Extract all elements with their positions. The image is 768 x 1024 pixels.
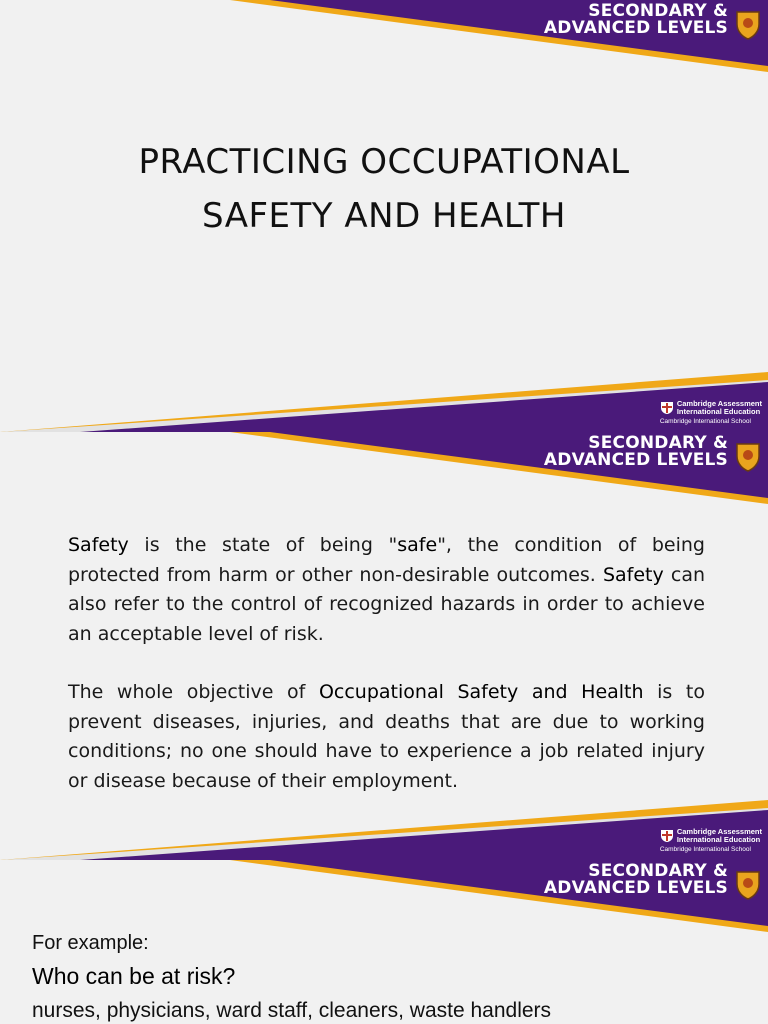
cambridge-logo xyxy=(660,828,762,854)
footer-banner xyxy=(0,800,768,860)
osh-objective-paragraph xyxy=(68,678,705,796)
header-banner-text xyxy=(544,863,728,897)
cambridge-school-name: Cambridge International School xyxy=(659,846,751,853)
risk-answer: nurses, physicians, ward staff, cleaners, waste handlers xyxy=(32,999,552,1022)
p2-text-1: The whole objective of xyxy=(68,681,319,703)
term-safety: Safety xyxy=(68,534,129,556)
school-crest-icon xyxy=(734,8,762,40)
cambridge-org-line1: Cambridge Assessment xyxy=(676,827,762,836)
slide-definition xyxy=(0,432,768,860)
example-label: For example: xyxy=(32,932,149,954)
cambridge-org-line2: International Education xyxy=(676,835,761,844)
banner-line1: SECONDARY & xyxy=(588,861,728,881)
title-line1: PRACTICING OCCUPATIONAL xyxy=(138,142,630,182)
banner-line2: ADVANCED LEVELS xyxy=(543,18,728,38)
banner-line2: ADVANCED LEVELS xyxy=(543,450,728,470)
banner-line2: ADVANCED LEVELS xyxy=(543,878,728,898)
cambridge-shield-icon xyxy=(660,401,674,415)
slide-title xyxy=(0,0,768,432)
term-osh: Occupational Safety and Health xyxy=(318,681,644,703)
p1-text-3: can also refer to the control of recognized hazards in order to achieve an acceptable level of risk. xyxy=(68,563,706,645)
slide-example xyxy=(0,860,768,1024)
cambridge-shield-icon xyxy=(660,829,674,843)
p2-text-2: is to prevent diseases, injuries, and deaths that are due to working conditions; no one should have to experience a job related injury or disease because of their employment. xyxy=(68,681,705,792)
header-banner-text xyxy=(544,435,728,469)
risk-question: Who can be at risk? xyxy=(32,963,236,989)
p1-text-1: is the state of being " xyxy=(128,534,398,556)
term-safety-2: Safety xyxy=(602,563,664,586)
school-crest-icon xyxy=(734,868,762,900)
slide-title-text xyxy=(0,135,768,243)
footer-banner xyxy=(0,372,768,432)
title-line2: SAFETY AND HEALTH xyxy=(202,196,566,236)
p1-text-2: ", the condition of being protected from harm or other non-desirable outcomes. xyxy=(68,534,705,586)
header-banner-text xyxy=(544,3,728,37)
cambridge-logo xyxy=(660,400,762,426)
school-crest-icon xyxy=(734,440,762,472)
banner-line1: SECONDARY & xyxy=(588,433,728,453)
cambridge-org-line1: Cambridge Assessment xyxy=(676,399,762,408)
banner-line1: SECONDARY & xyxy=(588,1,728,21)
cambridge-school-name: Cambridge International School xyxy=(659,418,751,425)
safety-definition-paragraph xyxy=(68,531,705,649)
term-safe: safe xyxy=(397,534,438,556)
cambridge-org-line2: International Education xyxy=(676,407,761,416)
